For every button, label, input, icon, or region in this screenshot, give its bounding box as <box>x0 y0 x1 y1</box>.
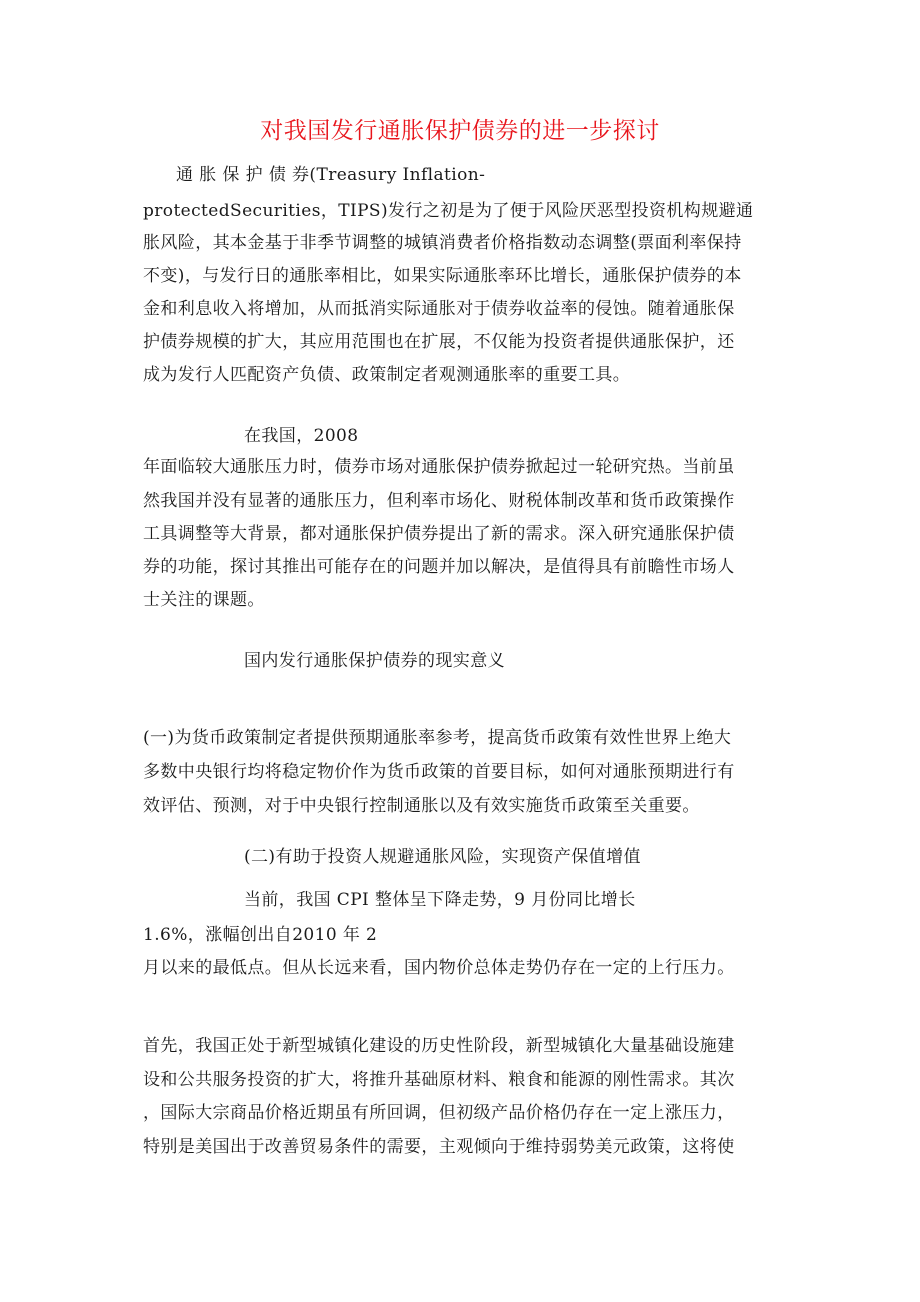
text-line: 效评估、预测，对于中央银行控制通胀以及有效实施货币政策至关重要。 <box>143 796 700 816</box>
text-line: 特别是美国出于改善贸易条件的需要，主观倾向于维持弱势美元政策，这将使 <box>143 1137 735 1157</box>
text-line: 护债券规模的扩大，其应用范围也在扩展，不仅能为投资者提供通胀保护，还 <box>143 332 735 352</box>
text-line: 工具调整等大背景，都对通胀保护债券提出了新的需求。深入研究通胀保护债 <box>143 524 735 544</box>
text-line: 在我国，2008 <box>244 426 359 446</box>
text-line: 年面临较大通胀压力时，债券市场对通胀保护债券掀起过一轮研究热。当前虽 <box>143 457 735 477</box>
section-heading: 国内发行通胀保护债券的现实意义 <box>244 651 505 671</box>
text-line: ，国际大宗商品价格近期虽有所回调，但初级产品价格仍存在一定上涨压力， <box>143 1103 735 1123</box>
text-line: 胀风险，其本金基于非季节调整的城镇消费者价格指数动态调整(票面利率保持 <box>143 233 742 253</box>
text-line: (一)为货币政策制定者提供预期通胀率参考，提高货币政策有效性世界上绝大 <box>143 728 732 748</box>
text-line: protectedSecurities，TIPS)发行之初是为了便于风险厌恶型投资机构规避通 <box>143 201 754 221</box>
text-line: 金和利息收入将增加，从而抵消实际通胀对于债券收益率的侵蚀。随着通胀保 <box>143 299 735 319</box>
text-line: 券的功能，探讨其推出可能存在的问题并加以解决，是值得具有前瞻性市场人 <box>143 557 735 577</box>
text-line: 1.6%，涨幅创出自2010 年 2 <box>143 925 378 945</box>
document-title: 对我国发行通胀保护债券的进一步探讨 <box>260 118 660 144</box>
text-line: 月以来的最低点。但从长远来看，国内物价总体走势仍存在一定的上行压力。 <box>143 958 735 978</box>
text-line: 首先，我国正处于新型城镇化建设的历史性阶段，新型城镇化大量基础设施建 <box>143 1036 735 1056</box>
text-line: 通 胀 保 护 债 券(Treasury Inflation- <box>176 165 486 185</box>
text-line: 成为发行人匹配资产负债、政策制定者观测通胀率的重要工具。 <box>143 365 631 385</box>
subsection-heading: (二)有助于投资人规避通胀风险，实现资产保值增值 <box>244 847 641 867</box>
text-line: 当前，我国 CPI 整体呈下降走势，9 月份同比增长 <box>244 890 636 910</box>
text-line: 不变)，与发行日的通胀率相比，如果实际通胀率环比增长，通胀保护债券的本 <box>143 266 742 286</box>
text-line: 设和公共服务投资的扩大，将推升基础原材料、粮食和能源的刚性需求。其次 <box>143 1070 735 1090</box>
text-line: 多数中央银行均将稳定物价作为货币政策的首要目标，如何对通胀预期进行有 <box>143 762 735 782</box>
text-line: 然我国并没有显著的通胀压力，但利率市场化、财税体制改革和货币政策操作 <box>143 491 735 511</box>
text-line: 士关注的课题。 <box>143 590 265 610</box>
